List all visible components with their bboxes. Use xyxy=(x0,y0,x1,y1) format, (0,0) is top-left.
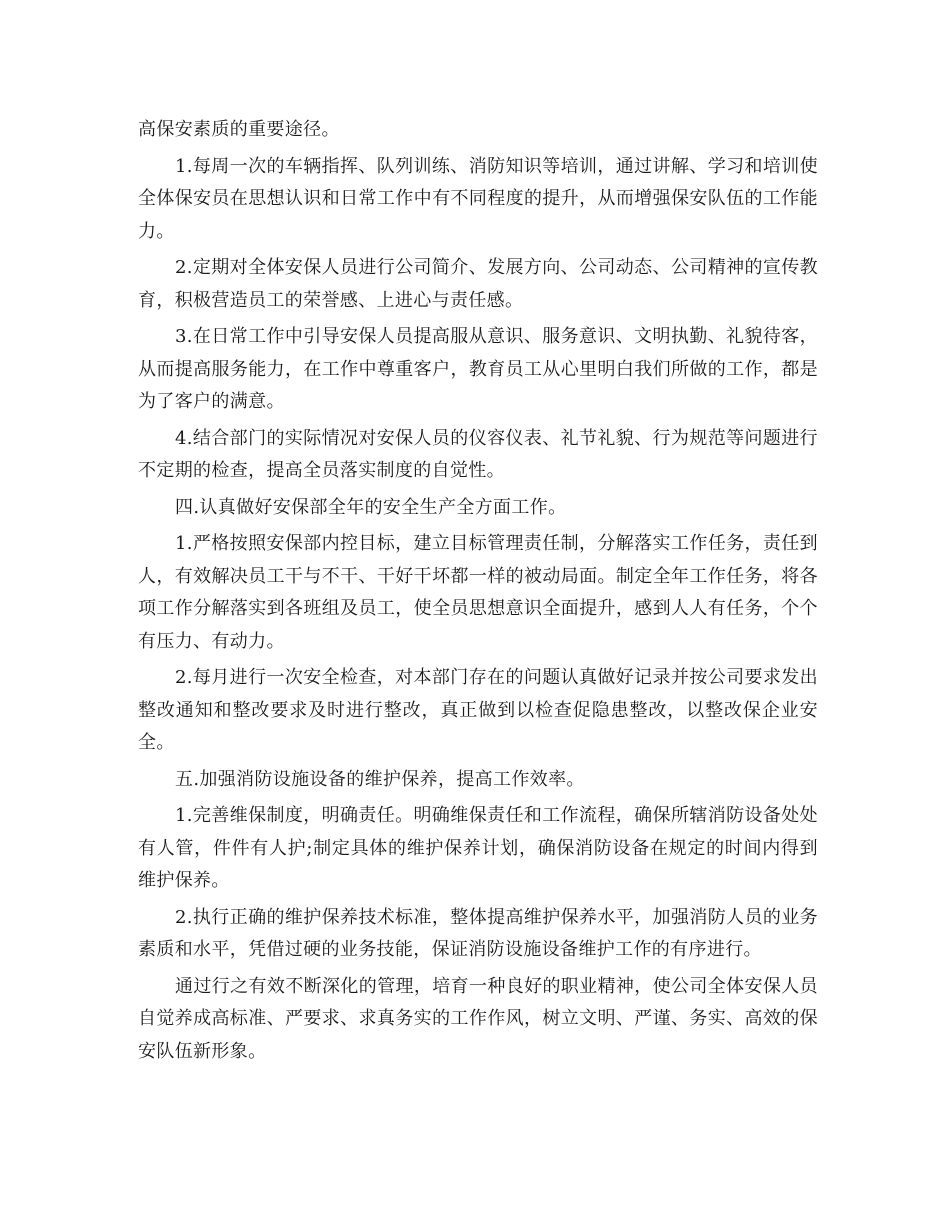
section-heading-five: 五.加强消防设施设备的维护保养，提高工作效率。 xyxy=(175,768,585,790)
paragraph-continuation: 高保安素质的重要途径。 xyxy=(138,119,340,140)
paragraph-safety-item-1: 1.严格按照安保部内控目标，建立目标管理责任制，分解落实工作任务，责任到人，有效解决员工干与不干、干好干坏都一样的被动局面。制定全年工作任务，将各项工作分解落实到各班组及员工，使全员思想意识全面提升，感到人人有任务，个个有压力、有动力。 xyxy=(138,533,818,652)
paragraph-training-item-4: 4.结合部门的实际情况对安保人员的仪容仪表、礼节礼貌、行为规范等问题进行不定期的检查，提高全员落实制度的自觉性。 xyxy=(138,427,818,481)
paragraph-maintenance-item-2: 2.执行正确的维护保养技术标准，整体提高维护保养水平，加强消防人员的业务素质和水平，凭借过硬的业务技能，保证消防设施设备维护工作的有序进行。 xyxy=(138,906,818,960)
section-heading-four: 四.认真做好安保部全年的安全生产全方面工作。 xyxy=(175,496,567,518)
paragraph-training-item-1: 1.每周一次的车辆指挥、队列训练、消防知识等培训，通过讲解、学习和培训使全体保安员在思想认识和日常工作中有不同程度的提升，从而增强保安队伍的工作能力。 xyxy=(138,155,818,242)
paragraph-training-item-3: 3.在日常工作中引导安保人员提高服从意识、服务意识、文明执勤、礼貌待客，从而提高服务能力，在工作中尊重客户，教育员工从心里明白我们所做的工作，都是为了客户的满意。 xyxy=(138,326,818,412)
paragraph-maintenance-item-1: 1.完善维保制度，明确责任。明确维保责任和工作流程，确保所辖消防设备处处有人管，件件有人护;制定具体的维护保养计划，确保消防设备在规定的时间内得到维护保养。 xyxy=(138,805,818,891)
paragraph-conclusion: 通过行之有效不断深化的管理，培育一种良好的职业精神，使公司全体安保人员自觉养成高标准、严要求、求真务实的工作作风，树立文明、严谨、务实、高效的保安队伍新形象。 xyxy=(138,975,818,1062)
document-body xyxy=(138,114,818,1072)
paragraph-safety-item-2: 2.每月进行一次安全检查，对本部门存在的问题认真做好记录并按公司要求发出整改通知和整改要求及时进行整改，真正做到以检查促隐患整改，以整改保企业安全。 xyxy=(138,667,818,753)
paragraph-training-item-2: 2.定期对全体安保人员进行公司简介、发展方向、公司动态、公司精神的宣传教育，积极营造员工的荣誉感、上进心与责任感。 xyxy=(138,257,818,311)
